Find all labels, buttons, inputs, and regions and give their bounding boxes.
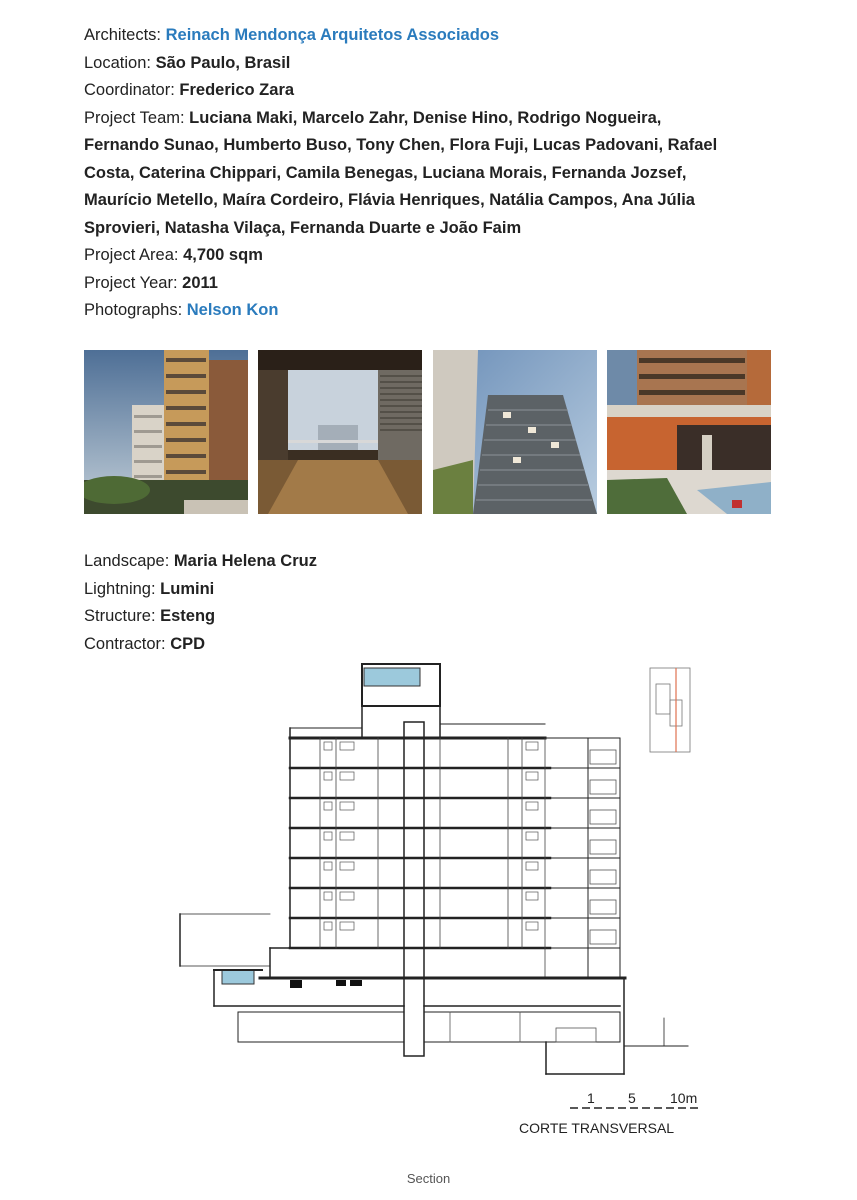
team-label: Project Team: <box>84 108 185 127</box>
scale-label-10m: 10m <box>670 1090 698 1106</box>
tower-photo-image <box>433 350 597 514</box>
team-line-1: Fernando Sunao, Humberto Buso, Tony Chen, Flora Fuji, Lucas Padovani, Rafael <box>84 136 718 154</box>
team-line-0: Luciana Maki, Marcelo Zahr, Denise Hino, Rodrigo Nogueira, <box>189 108 662 127</box>
team-line-2: Costa, Caterina Chippari, Camila Benegas, Luciana Morais, Fernanda Jozsef, <box>84 163 687 182</box>
year-line <box>84 270 774 298</box>
structure-value: Esteng <box>160 607 216 625</box>
lighting-value: Lumini <box>160 579 215 598</box>
team-line <box>84 105 774 133</box>
contractor-line <box>84 631 774 659</box>
interior-photo-image <box>258 350 422 514</box>
architects-label: Architects: <box>84 26 162 44</box>
year-value: 2011 <box>182 273 218 292</box>
photo-thumbnails <box>84 350 772 514</box>
figure-caption: Section <box>406 1171 451 1186</box>
section-drawing-svg <box>170 660 710 1140</box>
coordinator-label: Coordinator: <box>84 81 175 99</box>
photographs-line <box>84 297 774 325</box>
landscape-label: Landscape: <box>84 552 170 570</box>
coordinator-line <box>84 77 774 105</box>
architects-line <box>84 22 774 50</box>
landscape-line <box>84 548 774 576</box>
photo-thumbnail-tower-up[interactable] <box>433 350 597 514</box>
area-line <box>84 242 774 270</box>
year-label: Project Year: <box>84 273 178 292</box>
structure-line <box>84 603 774 631</box>
section-drawing[interactable] <box>170 660 710 1140</box>
area-label: Project Area: <box>84 246 179 264</box>
landscape-value: Maria Helena Cruz <box>173 552 317 570</box>
credits-block-secondary <box>84 548 774 658</box>
entrance-photo-image <box>607 350 771 514</box>
team-line-4: Sprovieri, Natasha Vilaça, Fernanda Duarte e João Faim <box>84 218 522 237</box>
photo-thumbnail-interior[interactable] <box>258 350 422 514</box>
drawing-title: CORTE TRANSVERSAL <box>519 1120 675 1136</box>
lighting-line <box>84 576 774 604</box>
lighting-label: Lightning: <box>84 579 156 598</box>
facade-photo-image <box>84 350 248 514</box>
area-value: 4,700 sqm <box>183 246 263 264</box>
credits-block <box>84 22 774 325</box>
location-value: São Paulo, Brasil <box>155 53 291 72</box>
contractor-value: CPD <box>170 634 206 653</box>
scale-label-5: 5 <box>628 1090 636 1106</box>
location-line <box>84 50 774 78</box>
contractor-label: Contractor: <box>84 634 166 653</box>
photographs-label: Photographs: <box>84 301 183 319</box>
team-line-3: Maurício Metello, Maíra Cordeiro, Flávia Henriques, Natália Campos, Ana Júlia <box>84 191 695 209</box>
coordinator-value: Frederico Zara <box>179 81 295 99</box>
photo-thumbnail-entrance[interactable] <box>607 350 771 514</box>
architects-link[interactable]: Reinach Mendonça Arquitetos Associados <box>165 26 500 44</box>
photo-thumbnail-facade[interactable] <box>84 350 248 514</box>
scale-label-1: 1 <box>587 1090 595 1106</box>
structure-label: Structure: <box>84 607 156 625</box>
location-label: Location: <box>84 53 151 72</box>
photographer-link[interactable]: Nelson Kon <box>186 301 279 319</box>
